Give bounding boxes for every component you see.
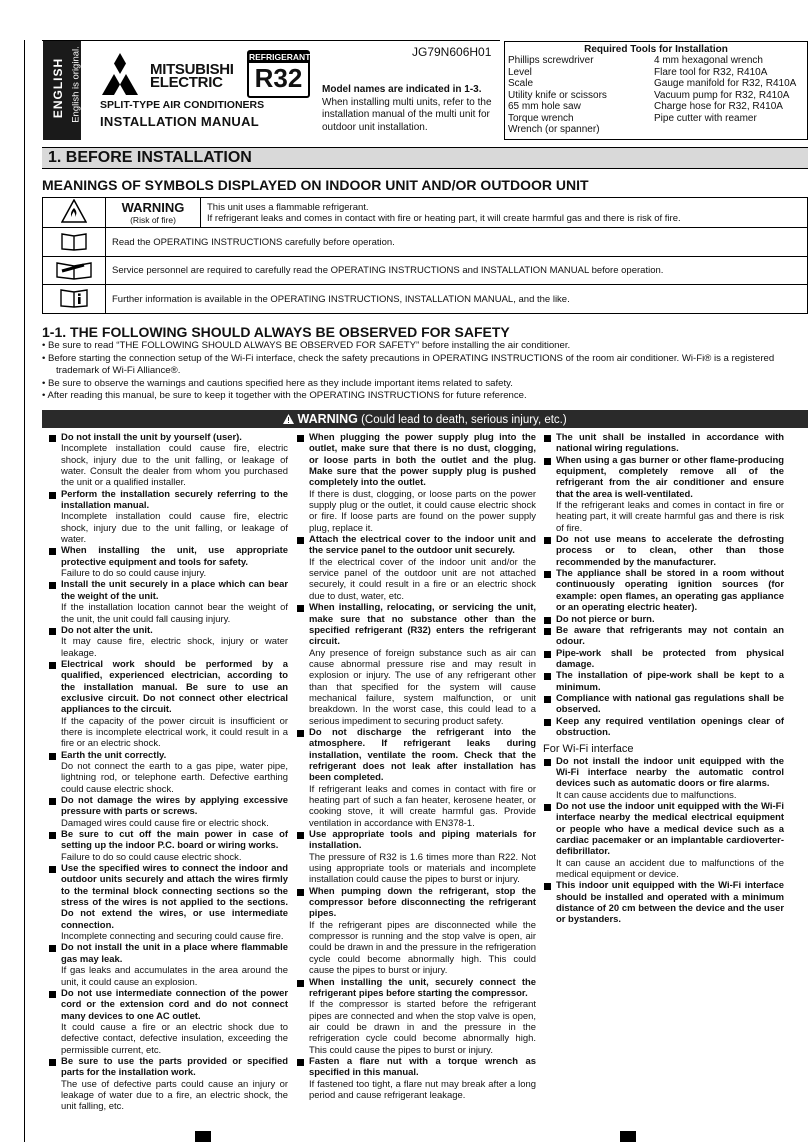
- warning-item-detail: Incomplete connecting and securing could cause fire.: [61, 931, 284, 943]
- safety-bullet: • Before starting the connection setup of the Wi-Fi interface, check the safety precautions in OPERATING INSTRUCTIONS of the room air conditioner. Wi-Fi® is a registered trademark of Wi-Fi Alliance®.: [42, 352, 775, 377]
- warning-item-detail: If the compressor is started before the refrigerant pipes are connected and when the stop valve is open, air could be drawn in and the pressure in the refrigeration cycle could become abnormally high. This could cause the pipes to burst or injury.: [309, 999, 536, 1056]
- warning-column-2: [296, 432, 536, 1101]
- tool-name: Phillips screwdriver: [508, 55, 594, 66]
- warning-item-title: When using a gas burner or other flame-producing equipment, completely remove all of the refrigerant from the air conditioner and ensure that the area is well-ventilated.: [556, 454, 784, 500]
- warning-item-title: Be sure to cut off the main power in case of setting up the indoor P.C. board or wiring works.: [61, 829, 288, 852]
- tool-row: [508, 124, 796, 136]
- bullet-square-icon: [297, 537, 304, 544]
- warning-item: [543, 801, 784, 880]
- bullet-square-icon: [544, 696, 551, 703]
- symbols-table: [42, 197, 808, 314]
- bullet-square-icon: [297, 435, 304, 442]
- warning-item: [296, 977, 536, 1056]
- tool-name: 4 mm hexagonal wrench: [654, 55, 763, 66]
- tool-name: 65 mm hole saw: [508, 101, 581, 112]
- warning-item-title: Do not use intermediate connection of the power cord or the extension cord and do not connect many devices to one AC outlet.: [61, 987, 288, 1022]
- warning-item-detail: If the refrigerant leaks and comes in contact in fire or heating part, it will create harmful gas and there is risk of fire.: [556, 500, 784, 534]
- warning-item-title: Fasten a flare nut with a torque wrench as specified in this manual.: [309, 1055, 536, 1079]
- bullet-square-icon: [544, 883, 551, 890]
- warning-item-detail: If gas leaks and accumulates in the area around the unit, it could cause an explosion.: [61, 965, 288, 988]
- bullet-square-icon: [49, 492, 56, 499]
- bullet-square-icon: [544, 804, 551, 811]
- model-note: Model names are indicated in 1-3. When installing multi units, refer to the installation manual of the multi unit for outdoor unit installation.: [322, 84, 492, 133]
- warning-item-detail: If fastened too tight, a flare nut may break after a long period and cause refrigerant leakage.: [309, 1078, 536, 1101]
- symbols-heading: MEANINGS OF SYMBOLS DISPLAYED ON INDOOR UNIT AND/OR OUTDOOR UNIT: [42, 177, 589, 193]
- tool-name: [654, 124, 796, 136]
- warning-item: [543, 625, 784, 648]
- warning-item: [48, 432, 288, 489]
- wifi-heading: For Wi-Fi interface: [543, 743, 634, 756]
- bullet-square-icon: [49, 435, 56, 442]
- bullet-square-icon: [49, 991, 56, 998]
- required-tools-box: [504, 41, 808, 140]
- warning-item-detail: Failure to do so could cause injury.: [61, 568, 207, 580]
- warning-item-title: Perform the installation securely referring to the installation manual.: [61, 488, 288, 512]
- warning-item-title: When installing, relocating, or servicing the unit, make sure that no substance other than the specified refrigerant (R32) enters the refrigerant circuit.: [309, 602, 536, 648]
- warning-item-title: Do not install the unit by yourself (user).: [61, 432, 242, 443]
- warning-item: [543, 614, 784, 625]
- language-label: ENGLISH: [51, 57, 65, 119]
- warning-column-3: [543, 432, 784, 926]
- registration-mark: [195, 1131, 211, 1142]
- safety-intro-list: [42, 340, 806, 403]
- tool-row: [508, 67, 796, 79]
- safety-bullet: • Be sure to read “THE FOLLOWING SHOULD ALWAYS BE OBSERVED FOR SAFETY” before installing the air conditioner.: [42, 340, 571, 351]
- warning-triangle-icon: [283, 414, 294, 424]
- warning-item: [543, 716, 784, 739]
- safety-bullet: • After reading this manual, be sure to keep it together with the OPERATING INSTRUCTIONS for future reference.: [42, 390, 527, 402]
- bullet-square-icon: [544, 719, 551, 726]
- mitsubishi-logo-icon: [96, 53, 144, 95]
- warning-banner-sub: (Could lead to death, serious injury, etc.): [361, 414, 567, 426]
- warning-column-1: [48, 432, 288, 1113]
- warning-item-title: Do not use means to accelerate the defrosting process or to clean, other than those recommended by the manufacturer.: [556, 534, 784, 568]
- warning-item-title: Be aware that refrigerants may not contain an odour.: [556, 624, 784, 648]
- warning-item-title: Compliance with national gas regulations shall be observed.: [556, 692, 784, 716]
- tool-name: Flare tool for R32, R410A: [654, 66, 768, 78]
- header-rule: [42, 40, 500, 41]
- warning-item-detail: Incomplete installation could cause fire, electric shock, injury due to the unit falling, or leakage of water. Consult the dealer from whom you purchased the unit or a qualified installer.: [61, 443, 288, 489]
- bullet-square-icon: [297, 605, 304, 612]
- warning-item-detail: It may cause fire, electric shock, injury or water leakage.: [61, 636, 288, 659]
- bullet-square-icon: [544, 537, 551, 544]
- warning-item: [48, 988, 288, 1056]
- warning-item: [543, 880, 784, 925]
- tool-name: Vacuum pump for R32, R410A: [654, 89, 790, 101]
- warning-item-title: Do not alter the unit.: [61, 624, 153, 636]
- warning-item-title: Do not pierce or burn.: [556, 613, 655, 625]
- tool-row: [508, 101, 796, 113]
- language-tab: [43, 41, 81, 140]
- warning-item: [296, 829, 536, 886]
- warning-item-title: When plugging the power supply plug into the outlet, make sure that there is no dust, clogging, or loose parts in both the outlet and the plug. Make sure that the power supply plug is pushed completely into the outlet.: [309, 432, 536, 489]
- warning-item: [48, 1056, 288, 1113]
- bullet-square-icon: [544, 628, 551, 635]
- language-note: English is original.: [70, 46, 82, 123]
- warning-item-title: When pumping down the refrigerant, stop the compressor before disconnecting the refrigerant pipes.: [309, 885, 536, 920]
- safety-bullet: • Be sure to observe the warnings and cautions specified here as they include important items related to safety.: [42, 377, 513, 389]
- warning-item: [48, 545, 288, 579]
- warning-item: [543, 693, 784, 716]
- warning-item-title: Electrical work should be performed by a qualified, experienced electrician, according to the installation manual. Be sure to use an exclusive circuit. Do not connect other electrical appliances to the circuit.: [61, 658, 288, 716]
- warning-item-detail: Any presence of foreign substance such as air can cause abnormal pressure rise and may result in explosion or injury. The use of any refrigerant other than that specified for the system will cause mechanical failure, system malfunction, or unit breakdown. In the worst case, this could lead to a serious impediment to securing product safety.: [309, 647, 536, 727]
- warning-item-title: Do not discharge the refrigerant into the atmosphere. If refrigerant leaks during installation, ventilate the room. Check that the refrigerant does not leak after installation has been completed.: [309, 726, 536, 784]
- warning-item-detail: If there is dust, clogging, or loose parts on the power supply plug or the outlet, it could cause electric shock or fire. If loose parts are found on the power supply plug, replace it.: [309, 488, 536, 534]
- warning-item: [543, 670, 784, 693]
- bullet-square-icon: [297, 730, 304, 737]
- manual-title: INSTALLATION MANUAL: [100, 114, 260, 129]
- warning-item: [48, 829, 288, 863]
- tool-name: Level: [508, 66, 532, 78]
- bullet-square-icon: [49, 1059, 56, 1066]
- warning-item: [48, 659, 288, 750]
- bullet-square-icon: [49, 866, 56, 873]
- warning-item-title: The appliance shall be stored in a room without continuously operating ignition sources (for example: open flames, an operating gas appliance or an operating electric heater).: [556, 568, 784, 614]
- service-manual-icon: [43, 257, 106, 285]
- warning-item: [48, 750, 288, 795]
- warning-banner-title: WARNING: [297, 412, 358, 426]
- warning-banner: [42, 410, 808, 428]
- warning-item: [48, 863, 288, 942]
- warning-item-title: Install the unit securely in a place which can bear the weight of the unit.: [61, 579, 288, 602]
- warning-item-detail: If the capacity of the power circuit is insufficient or there is incomplete electrical work, it could result in a fire or an electric shock.: [61, 715, 288, 750]
- product-subtitle: SPLIT-TYPE AIR CONDITIONERS: [100, 99, 265, 111]
- symbol-row2-text: Read the OPERATING INSTRUCTIONS carefully before operation.: [106, 228, 808, 257]
- bullet-square-icon: [544, 571, 551, 578]
- bullet-square-icon: [297, 1059, 304, 1066]
- warning-item: [48, 795, 288, 829]
- document-number: JG79N606H01: [412, 45, 492, 59]
- warning-item-detail: The pressure of R32 is 1.6 times more than R22. Not using appropriate tools or materials and incomplete installation could cause the pipes to burst or injury.: [309, 851, 536, 886]
- warning-item: [296, 602, 536, 727]
- warning-item-title: Attach the electrical cover to the indoor unit and the service panel to the outdoor unit securely.: [309, 534, 536, 557]
- warning-item-title: Keep any required ventilation openings clear of obstruction.: [556, 715, 784, 738]
- bullet-square-icon: [297, 980, 304, 987]
- section-heading: 1. BEFORE INSTALLATION: [42, 147, 808, 169]
- warning-item-title: The installation of pipe-work shall be kept to a minimum.: [556, 670, 784, 693]
- symbol-row4-text: Further information is available in the OPERATING INSTRUCTIONS, INSTALLATION MANUAL, and the like.: [106, 285, 808, 314]
- bullet-square-icon: [544, 759, 551, 766]
- warning-item-detail: The use of defective parts could cause an injury or leakage of water due to a fire, an electric shock, the unit falling, etc.: [61, 1078, 288, 1113]
- left-margin-rule: [24, 40, 25, 1142]
- bullet-square-icon: [49, 753, 56, 760]
- book-icon: [43, 228, 106, 257]
- warning-item: [543, 648, 784, 671]
- warning-item-title: Do not install the unit in a place where flammable gas may leak.: [61, 942, 288, 965]
- tool-name: Charge hose for R32, R410A: [654, 101, 783, 112]
- warning-item-title: Use appropriate tools and piping materials for installation.: [309, 829, 536, 852]
- warning-item-title: Be sure to use the parts provided or specified parts for the installation work.: [61, 1055, 288, 1079]
- warning-item: [543, 756, 784, 801]
- flammable-warning-icon: [43, 198, 106, 228]
- tool-name: Gauge manifold for R32, R410A: [654, 78, 797, 89]
- tool-name: Scale: [508, 78, 534, 89]
- warning-item-detail: If the refrigerant pipes are disconnected while the compressor is running and the stop valve is open, air could be drawn in and the pressure in the refrigeration cycle could become abnormally high. This could cause the pipes to burst or injury.: [309, 919, 536, 977]
- warning-item-title: Do not use the indoor unit equipped with the Wi-Fi interface nearby the medical electrical equipment or people who have a medical device such as a cardiac pacemaker or an implantable cardioverter-defibrillator.: [556, 801, 784, 858]
- tool-row: [508, 78, 796, 90]
- info-icon: [43, 285, 106, 314]
- warning-item-title: The unit shall be installed in accordance with national wiring regulations.: [556, 432, 784, 455]
- refrigerant-badge: [247, 50, 310, 98]
- bullet-square-icon: [544, 617, 551, 624]
- bullet-square-icon: [49, 548, 56, 555]
- tools-table: [508, 55, 796, 136]
- tool-name: Wrench (or spanner): [508, 124, 600, 135]
- warning-item-title: Do not install the indoor unit equipped with the Wi-Fi interface nearby the automatic control devices such as automatic doors or fire alarms.: [556, 755, 784, 790]
- bullet-square-icon: [49, 628, 56, 635]
- warning-item-title: Earth the unit correctly.: [61, 749, 167, 761]
- warning-item-title: This indoor unit equipped with the Wi-Fi interface should be installed and operated with a minimum distance of 20 cm between the device and the user or bystanders.: [556, 880, 784, 926]
- tool-row: [508, 113, 796, 125]
- warning-item: [48, 489, 288, 546]
- warning-item-detail: It can cause accidents due to malfunctions.: [556, 789, 737, 801]
- bullet-square-icon: [49, 832, 56, 839]
- warning-label-cell: WARNING (Risk of fire): [106, 198, 201, 228]
- warning-item-title: When installing the unit, use appropriate protective equipment and tools for safety.: [61, 545, 288, 568]
- warning-item: [48, 942, 288, 987]
- symbol-row3-text: Service personnel are required to carefully read the OPERATING INSTRUCTIONS and INSTALLATION MANUAL before operation.: [106, 257, 808, 285]
- warning-item: [296, 432, 536, 534]
- bullet-square-icon: [544, 458, 551, 465]
- registration-mark: [620, 1131, 636, 1142]
- bullet-square-icon: [297, 889, 304, 896]
- warning-item-detail: It can cause an accident due to malfunctions of the medical equipment or device.: [556, 857, 784, 881]
- warning-item: [296, 534, 536, 602]
- warning-item: [296, 886, 536, 977]
- warning-item-detail: Incomplete installation could cause fire, electric shock, injury due to the unit falling, or leakage of water.: [61, 511, 288, 546]
- warning-item-title: Do not damage the wires by applying excessive pressure with parts or screws.: [61, 795, 288, 818]
- bullet-square-icon: [49, 662, 56, 669]
- warning-item: [543, 534, 784, 568]
- tool-name: Torque wrench: [508, 112, 574, 124]
- warning-item: [296, 727, 536, 829]
- warning-item-detail: If the installation location cannot bear the weight of the unit, the unit could fall causing injury.: [61, 602, 288, 625]
- bullet-square-icon: [544, 651, 551, 658]
- bullet-square-icon: [49, 582, 56, 589]
- warning-item-detail: Failure to do so could cause electric shock.: [61, 851, 242, 863]
- refrigerant-name: R32: [254, 63, 303, 93]
- warning-item: [543, 568, 784, 613]
- warning-item-title: Use the specified wires to connect the indoor and outdoor units securely and attach the wires firmly to the terminal block connecting sections so the stress of the wires is not applied to the sections. Do not extend the wires, or use intermediate connection.: [61, 863, 288, 931]
- refrigerant-label: REFRIGERANT: [249, 52, 311, 62]
- warning-item: [543, 455, 784, 534]
- warning-item-title: Pipe-work shall be protected from physical damage.: [556, 647, 784, 670]
- warning-item-detail: Damaged wires could cause fire or electric shock.: [61, 817, 269, 829]
- safety-heading: 1-1. THE FOLLOWING SHOULD ALWAYS BE OBSERVED FOR SAFETY: [42, 324, 510, 340]
- bullet-square-icon: [49, 798, 56, 805]
- tool-row: [508, 55, 796, 67]
- warning-item: [296, 1056, 536, 1101]
- bullet-square-icon: [544, 435, 551, 442]
- warning-item-detail: If refrigerant leaks and comes in contact with fire or heating part of such a fan heater, kerosene heater, or cooking stove, it will create harmful gas. Provide ventilation in accordance with EN378-1.: [309, 783, 536, 829]
- tools-title: Required Tools for Installation: [584, 44, 728, 55]
- warning-item-detail: It could cause a fire or an electric shock due to defective contact, defective insulation, exceeding the permissible current, etc.: [61, 1021, 288, 1056]
- bullet-square-icon: [544, 673, 551, 680]
- warning-item-detail: Do not connect the earth to a gas pipe, water pipe, lightning rod, or telephone earth. Defective earthing could cause electric shock.: [61, 760, 288, 795]
- warning-text-cell: This unit uses a flammable refrigerant. If refrigerant leaks and comes in contact with fire or heating part, it will create harmful gas and there is risk of fire.: [201, 198, 808, 228]
- brand-name: MITSUBISHI ELECTRIC: [150, 61, 234, 91]
- bullet-square-icon: [297, 832, 304, 839]
- warning-item-title: When installing the unit, securely connect the refrigerant pipes before starting the compressor.: [309, 976, 536, 999]
- tool-row: [508, 90, 796, 102]
- warning-item-detail: If the electrical cover of the indoor unit and/or the service panel of the outdoor unit are not attached securely, it could result in a fire or an electric shock due to dust, water, etc.: [309, 556, 536, 602]
- warning-item: [48, 579, 288, 624]
- warning-item: [48, 625, 288, 659]
- warning-item: [543, 432, 784, 455]
- tool-name: Pipe cutter with reamer: [654, 112, 757, 124]
- tool-name: Utility knife or scissors: [508, 89, 607, 101]
- bullet-square-icon: [49, 945, 56, 952]
